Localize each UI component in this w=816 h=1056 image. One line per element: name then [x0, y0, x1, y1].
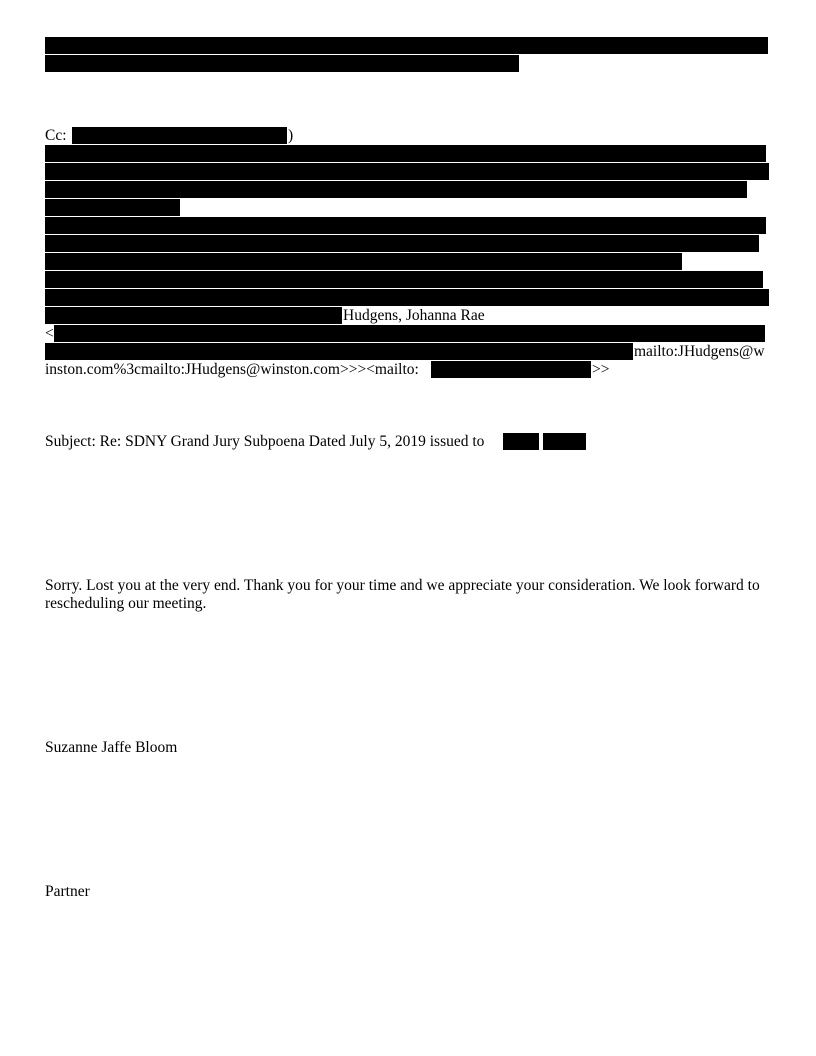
redaction-bar — [45, 235, 759, 252]
redaction-bar — [45, 271, 763, 288]
mailto-fragment-1: mailto:JHudgens@w — [634, 343, 765, 360]
email-body: Sorry. Lost you at the very end. Thank you for your time and we appreciate your consideration. We look forward to rescheduling our meeting. — [45, 577, 760, 612]
subject-line: Subject: Re: SDNY Grand Jury Subpoena Dated July 5, 2019 issued to — [45, 433, 485, 450]
signature-title: Partner — [45, 883, 90, 900]
redaction-bar — [54, 325, 765, 342]
redaction-bar — [72, 127, 287, 144]
redaction-bar — [45, 163, 769, 180]
redaction-bar — [45, 217, 766, 234]
redaction-bar — [503, 433, 539, 450]
mailto-close: >> — [592, 361, 610, 378]
redaction-bar — [45, 199, 180, 216]
cc-label: Cc: — [45, 127, 67, 144]
mailto-fragment-2: inston.com%3cmailto:JHudgens@winston.com>>><mailto: — [45, 361, 419, 378]
cc-close-paren: ) — [288, 127, 294, 144]
redaction-bar — [45, 181, 747, 198]
redaction-bar — [543, 433, 586, 450]
signature-name: Suzanne Jaffe Bloom — [45, 739, 178, 756]
redaction-bar — [45, 307, 342, 324]
angle-open: < — [45, 325, 54, 342]
redaction-bar — [431, 361, 591, 378]
redaction-bar — [45, 289, 769, 306]
redaction-bar — [45, 343, 633, 360]
redaction-bar — [45, 55, 519, 72]
redaction-bar — [45, 37, 768, 54]
recipient-name: Hudgens, Johanna Rae — [343, 307, 485, 324]
redaction-bar — [45, 253, 682, 270]
redaction-bar — [45, 145, 766, 162]
